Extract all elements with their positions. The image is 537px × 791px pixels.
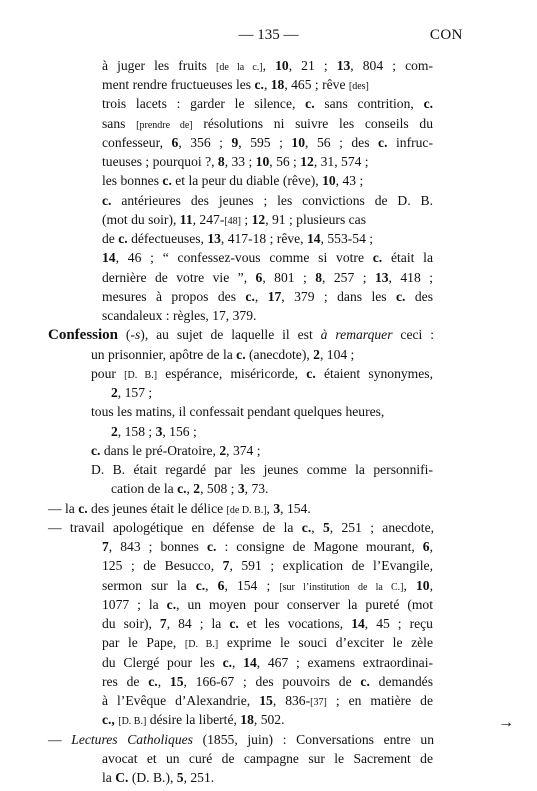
entry-text: ; en matière de [326, 693, 434, 708]
entry-text: , 804 ; com- [350, 58, 434, 73]
entry-text: 10 [322, 173, 336, 188]
entry-text: tueuses ; pourquoi ?, [102, 154, 218, 169]
entry-text: dans le pré-Oratoire, [100, 443, 220, 458]
entry-line [111, 384, 152, 402]
entry-text: pour [91, 366, 125, 381]
entry-text: , 158 ; [117, 424, 156, 439]
entry-text: [D. B.] [118, 716, 147, 727]
entry-text: à l’Evêque d’Alexandrie, [102, 693, 260, 708]
entry-text: ( [118, 327, 131, 342]
entry-text: , 104 ; [319, 347, 355, 362]
entry-text: 8 [217, 154, 225, 169]
entry-text: 7 [159, 616, 167, 631]
entry-text: 15 [259, 693, 273, 708]
entry-text: , 465 ; rêve [284, 77, 349, 92]
entry-text: avocat et un curé de campagne sur le Sacrement de [102, 751, 433, 766]
entry-text: c. [177, 481, 187, 496]
entry-line [102, 711, 284, 731]
entry-text: espérance, miséricorde, [157, 366, 307, 381]
entry-text: c. [301, 520, 312, 535]
entry-text: par le Pape, [102, 635, 185, 650]
entry-text: 6 [217, 578, 225, 593]
entry-text: [D. B.] [184, 639, 219, 650]
entry-text: c. [78, 501, 88, 516]
entry-text: 3 [237, 481, 245, 496]
entry-text: à remarquer [320, 327, 393, 342]
entry-text: 14 [351, 616, 365, 631]
entry-text: 10 [275, 58, 289, 73]
entry-text: , 91 ; plusieurs cas [265, 212, 366, 227]
entry-text: [48] [224, 216, 242, 227]
entry-text: , [266, 501, 274, 516]
entry-text: 12 [300, 154, 314, 169]
entry-text: infruc- [387, 135, 433, 150]
entry-text: , 843 ; bonnes [108, 539, 207, 554]
entry-text: c. [396, 289, 406, 304]
entry-line [102, 769, 214, 787]
entry-text: exprime le souci d’exciter le zèle [218, 635, 433, 650]
entry-line [102, 673, 433, 691]
entry-text: , 251. [183, 770, 215, 785]
entry-text: 1077 ; la [102, 597, 167, 612]
entry-text: , un moyen pour conserver la pureté (mot [176, 597, 433, 612]
entry-text: , 166-67 ; des pouvoirs de [183, 674, 361, 689]
entry-line [102, 76, 433, 96]
entry-text: c. [423, 96, 433, 111]
entry-text: , 374 ; [226, 443, 261, 458]
entry-text: , [311, 520, 323, 535]
entry-text: , 801 ; [262, 270, 316, 285]
entry-text: -s [130, 327, 141, 342]
entry-text: , 418 ; [388, 270, 433, 285]
entry-text: , 379 ; dans les [281, 289, 396, 304]
entry-text: , [157, 674, 170, 689]
entry-text: [de D. B.] [226, 505, 267, 516]
entry-text: les bonnes [102, 173, 163, 188]
entry-text: 2 [219, 443, 227, 458]
entry-text: , [232, 655, 244, 670]
entry-text: ), au sujet de laquelle il est [140, 327, 321, 342]
entry-text: 7 [102, 539, 109, 554]
entry-text: c. [254, 77, 264, 92]
entry-text: 6 [255, 270, 263, 285]
entry-line [102, 153, 433, 171]
entry-text: — travail apologétique en défense de la [48, 520, 302, 535]
entry-text: , 467 ; examens extraordinai- [256, 655, 434, 670]
entry-text: c., [102, 712, 115, 727]
entry-line [48, 500, 311, 520]
entry-text: 13 [336, 58, 351, 73]
entry-line [48, 326, 434, 344]
entry-text: un prisonnier, apôtre de la [91, 347, 237, 362]
entry-text: , 156 ; [162, 424, 197, 439]
entry-text: sans [102, 116, 137, 131]
entry-line [111, 480, 268, 498]
entry-text: , 508 ; [200, 481, 238, 496]
running-head: CON [429, 27, 463, 43]
entry-text: 13 [207, 231, 221, 246]
entry-text: 17 [267, 289, 282, 304]
entry-text: était la [382, 250, 433, 265]
entry-text: , 247- [192, 212, 225, 227]
entry-text: c. [236, 347, 246, 362]
entry-text: scandaleux : règles, 17, 379. [102, 308, 257, 323]
entry-text: , 45 ; reçu [364, 616, 433, 631]
entry-text: du soir), [102, 616, 160, 631]
entry-text: c. [229, 616, 239, 631]
entry-text: — [48, 732, 72, 747]
entry-text: , 257 ; [322, 270, 375, 285]
entry-line [91, 442, 261, 460]
entry-line [102, 596, 433, 614]
entry-text: , 502. [253, 712, 285, 727]
entry-text: , 56 ; des [305, 135, 379, 150]
entry-text: , 154 ; [224, 578, 280, 593]
entry-text: c. [207, 539, 217, 554]
entry-text: c. [102, 193, 112, 208]
continuation-arrow-icon: → [498, 714, 514, 731]
entry-line [102, 577, 433, 597]
entry-line [91, 461, 433, 479]
entry-line [111, 423, 197, 441]
entry-text: c. [162, 173, 172, 188]
entry-text: 2 [313, 347, 320, 362]
entry-text: , 591 ; explication de l’Evangile, [229, 558, 433, 573]
entry-text: du Clergé pour les [102, 655, 223, 670]
entry-line [102, 192, 433, 210]
entry-text: 10 [291, 135, 306, 150]
entry-text: 5 [322, 520, 330, 535]
entry-text: , 21 ; [288, 58, 337, 73]
entry-text: c. [245, 289, 255, 304]
entry-text: , 356 ; [178, 135, 232, 150]
entry-text: 14 [102, 250, 116, 265]
entry-text: c. [360, 674, 370, 689]
entry-line [102, 269, 433, 287]
entry-text: c. [378, 135, 388, 150]
entry-text: [D. B.] [124, 370, 158, 381]
entry-text: , 595 ; [238, 135, 292, 150]
entry-text: (anecdote), [245, 347, 314, 362]
entry-text: c. [118, 231, 128, 246]
entry-text: c. [195, 578, 206, 593]
entry-text: c. [306, 366, 316, 381]
entry-text: , 56 ; [269, 154, 301, 169]
entry-text: (mot du soir), [102, 212, 180, 227]
entry-text: , [262, 58, 276, 73]
entry-text: : consigne de Magone mourant, [216, 539, 423, 554]
entry-text: 10 [416, 578, 430, 593]
entry-text: antérieures des jeunes ; les convictions de D. B. [111, 193, 433, 208]
entry-text: désire la liberté, [146, 712, 241, 727]
entry-text: 10 [255, 154, 270, 169]
entry-line [91, 346, 354, 364]
entry-text: c. [372, 250, 383, 265]
entry-text: dernière de votre vie ”, [102, 270, 256, 285]
entry-text: Confession [48, 327, 119, 343]
entry-text: c. [91, 443, 101, 458]
entry-text: [des] [348, 81, 369, 92]
entry-line [48, 731, 434, 749]
entry-text: , 154. [280, 501, 311, 516]
entry-text: — la [48, 501, 79, 516]
entry-text: des [405, 289, 433, 304]
entry-text: 18 [270, 77, 285, 92]
entry-line [102, 692, 433, 712]
entry-text: , 157 ; [117, 385, 153, 400]
entry-text: D. B. était regardé par les jeunes comme la personnifi- [91, 462, 433, 477]
entry-text: [sur l’institution de la C.] [279, 582, 404, 593]
entry-text: , [254, 289, 268, 304]
entry-text: résolutions ni suivre les conseils du [192, 116, 434, 131]
page-number: — 135 — [238, 27, 299, 43]
entry-text: 7 [222, 558, 230, 573]
entry-text: de [102, 231, 119, 246]
entry-line [102, 750, 433, 768]
entry-text: c. [222, 655, 232, 670]
entry-line [102, 557, 433, 575]
entry-line [102, 538, 433, 556]
entry-text: 5 [176, 770, 184, 785]
entry-text: demandés [369, 674, 434, 689]
entry-text: [prendre de] [136, 120, 193, 131]
entry-text: res de [102, 674, 149, 689]
entry-text: des jeunes était le délice [87, 501, 227, 516]
entry-text: 125 ; de Besucco, [102, 558, 223, 573]
entry-text: C. [115, 770, 129, 785]
entry-text: 3 [273, 501, 281, 516]
entry-text: , 553-54 ; [320, 231, 374, 246]
entry-line [102, 615, 433, 633]
entry-text: 3 [155, 424, 163, 439]
entry-text: (1855, juin) : Conversations entre un [192, 732, 435, 747]
entry-text: 6 [171, 135, 179, 150]
entry-text: à juger les fruits [102, 58, 217, 73]
entry-text: trois lacets : garder le silence, [102, 96, 306, 111]
entry-line [102, 95, 433, 113]
entry-text: , [403, 578, 416, 593]
entry-text: , 73. [244, 481, 269, 496]
entry-text: , 836- [272, 693, 311, 708]
entry-text: (D. B.), [128, 770, 177, 785]
entry-text: , 31, 574 ; [313, 154, 369, 169]
entry-text: , 417-18 ; rêve, [220, 231, 307, 246]
entry-line [102, 115, 433, 135]
entry-text: c. [305, 96, 315, 111]
entry-text: [de la c.] [216, 62, 263, 73]
entry-text: sermon sur la [102, 578, 196, 593]
entry-line [91, 403, 433, 421]
entry-text: défectueuses, [127, 231, 208, 246]
entry-text: mesures à propos des [102, 289, 246, 304]
entry-line [102, 230, 433, 248]
entry-text: [37] [310, 697, 327, 708]
entry-text: 2 [193, 481, 201, 496]
entry-text: 8 [315, 270, 323, 285]
entry-text: , [186, 481, 194, 496]
entry-line [102, 172, 433, 190]
entry-text: 13 [374, 270, 389, 285]
entry-line [102, 57, 433, 77]
entry-line [102, 307, 256, 325]
entry-text: 12 [251, 212, 266, 227]
entry-line [102, 211, 433, 231]
entry-text: tous les matins, il confessait pendant quelques heures, [91, 404, 385, 419]
entry-line [102, 634, 433, 654]
entry-text: Lectures Catholiques [71, 732, 193, 747]
entry-text: ceci : [392, 327, 435, 342]
entry-line [102, 249, 433, 267]
entry-text: 11 [179, 212, 193, 227]
entry-text: ; [241, 212, 252, 227]
entry-text: , 46 ; “ confessez-vous comme si votre [115, 250, 373, 265]
entry-text: cation de la [111, 481, 178, 496]
entry-text: , [429, 578, 433, 593]
entry-line [102, 288, 433, 306]
entry-text: sans contrition, [314, 96, 424, 111]
entry-text: étaient synonymes, [315, 366, 433, 381]
entry-text: , [263, 77, 271, 92]
entry-text: , 84 ; la [166, 616, 230, 631]
entry-text: 6 [422, 539, 430, 554]
entry-text: confesseur, [102, 135, 172, 150]
entry-line [91, 365, 433, 385]
entry-text: c. [166, 597, 177, 612]
entry-text: ment rendre fructueuses les [102, 77, 255, 92]
entry-text: , 251 ; anecdote, [329, 520, 435, 535]
entry-text: 14 [306, 231, 321, 246]
entry-text: 14 [243, 655, 257, 670]
entry-text: 9 [231, 135, 239, 150]
entry-text: c. [148, 674, 158, 689]
entry-text: 2 [111, 424, 118, 439]
entry-text: , 33 ; [224, 154, 256, 169]
entry-line [102, 134, 433, 152]
entry-text: et la peur du diable (rêve), [171, 173, 323, 188]
entry-text: 2 [111, 385, 118, 400]
entry-text: , [429, 539, 433, 554]
entry-text: , [205, 578, 218, 593]
entry-text: et les vocations, [238, 616, 352, 631]
entry-text: 15 [169, 674, 184, 689]
entry-line [102, 654, 433, 672]
entry-text: , 43 ; [335, 173, 364, 188]
page-header [0, 27, 537, 47]
entry-line [48, 519, 434, 537]
entry-text: 18 [240, 712, 254, 727]
entry-text: la [102, 770, 116, 785]
